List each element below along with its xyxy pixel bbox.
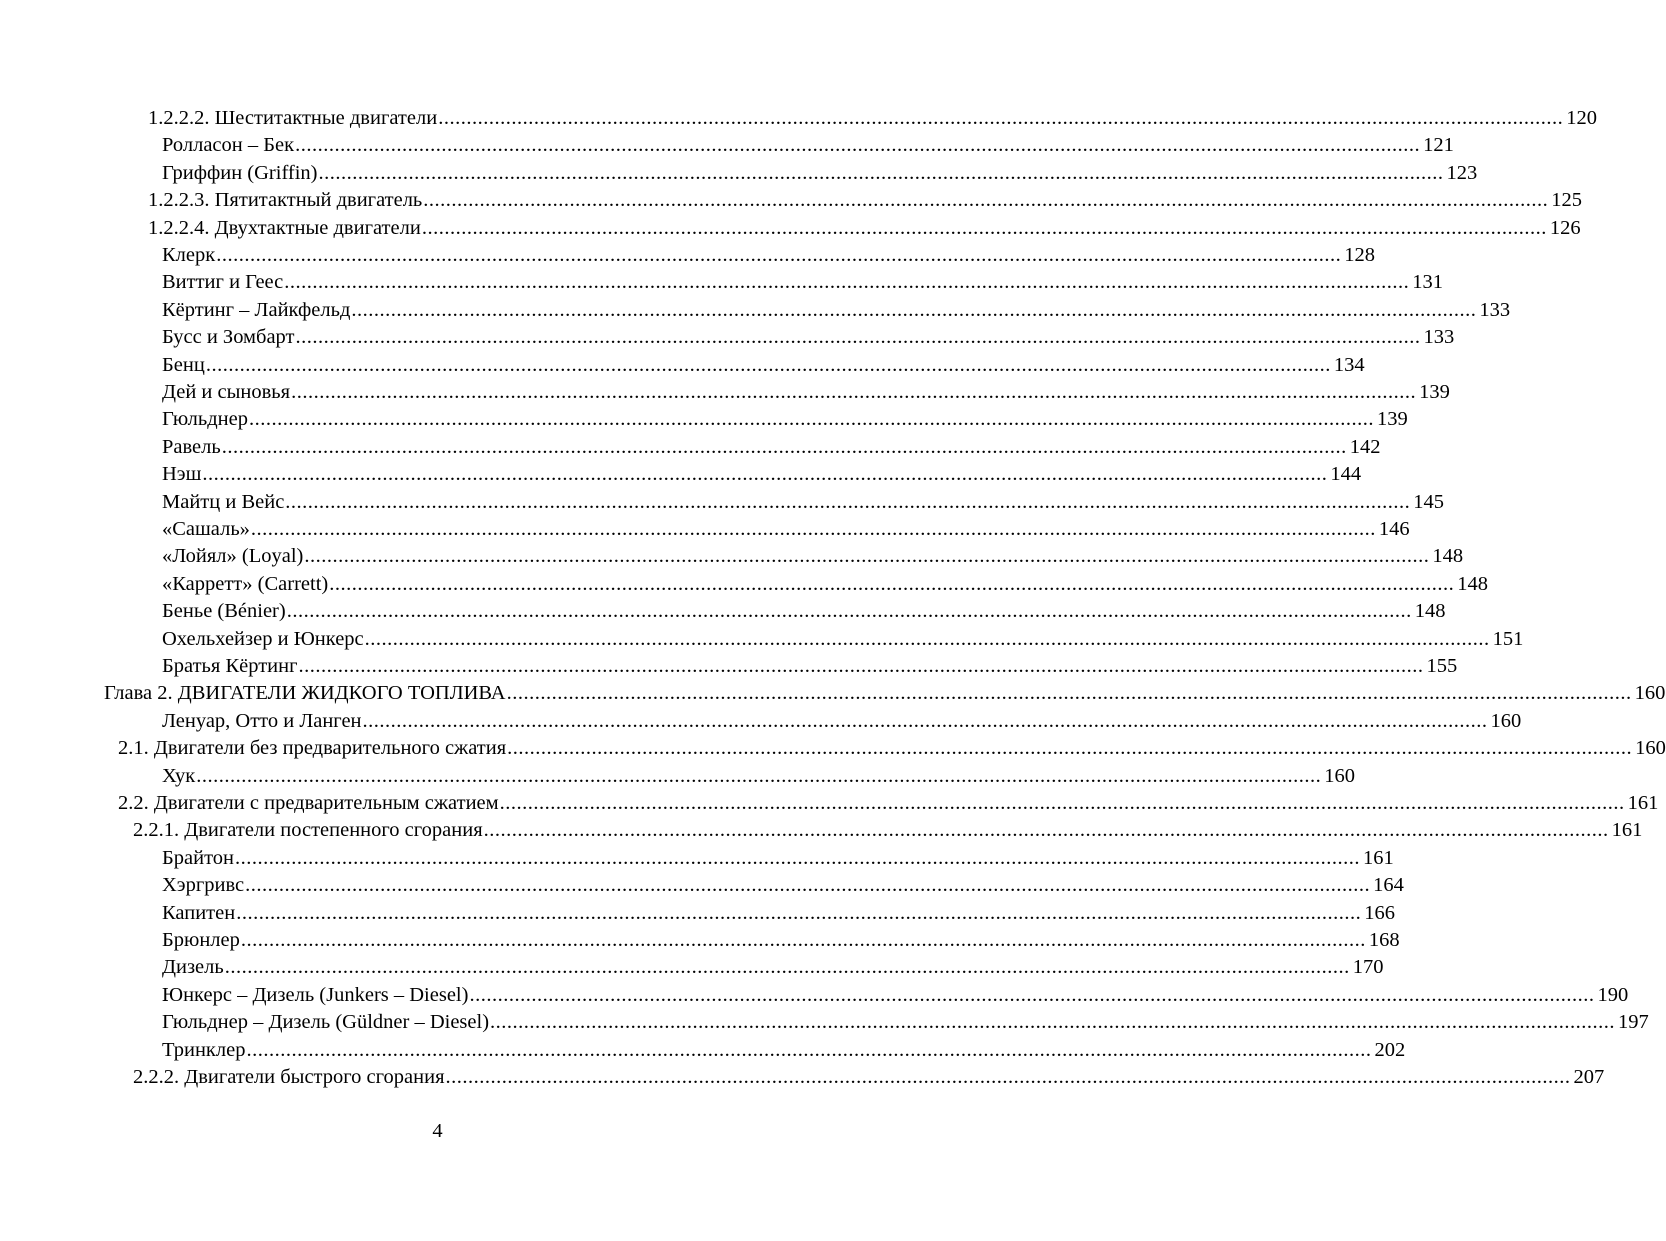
toc-entry[interactable]	[162, 406, 1408, 433]
toc-dot-leader: ........................................................................................................................................................................................................	[304, 545, 1430, 568]
toc-entry[interactable]	[162, 489, 1445, 516]
toc-entry-title: Хэргривс	[162, 874, 245, 897]
toc-entry[interactable]	[162, 297, 1511, 324]
toc-entry[interactable]	[133, 817, 1643, 844]
toc-entry-page: 148	[1432, 545, 1464, 568]
toc-dot-leader: ........................................................................................................................................................................................................	[469, 983, 1595, 1006]
toc-entry[interactable]	[162, 626, 1524, 653]
toc-dot-leader: ........................................................................................................................................................................................................	[284, 271, 1410, 294]
toc-entry-page: 160	[1634, 682, 1666, 705]
toc-entry-page: 197	[1618, 1011, 1649, 1034]
toc-entry-page: 160	[1635, 737, 1666, 760]
toc-entry[interactable]	[162, 653, 1458, 680]
toc-dot-leader: ........................................................................................................................................................................................................	[235, 846, 1361, 869]
toc-entry-page: 139	[1376, 408, 1408, 431]
toc-entry-title: «Карретт» (Carrett)	[162, 572, 329, 595]
toc-entry-title: Бенц	[162, 353, 205, 376]
toc-dot-leader: ........................................................................................................................................................................................................	[245, 874, 1371, 897]
toc-dot-leader: ........................................................................................................................................................................................................	[285, 490, 1411, 513]
toc-entry-title: Ленуар, Отто и Ланген	[162, 709, 362, 732]
toc-dot-leader: ........................................................................................................................................................................................................	[196, 764, 1322, 787]
toc-entry[interactable]	[162, 1009, 1649, 1036]
toc-entry[interactable]	[133, 1064, 1605, 1091]
toc-entry-title: Дей и сыновья	[162, 381, 291, 403]
toc-entry[interactable]	[162, 763, 1355, 790]
toc-entry[interactable]	[148, 187, 1583, 214]
toc-entry-page: 145	[1413, 490, 1445, 513]
page-number: 4	[432, 1120, 443, 1142]
toc-entry[interactable]	[162, 900, 1395, 927]
toc-entry-page: 125	[1551, 189, 1583, 212]
toc-entry-page: 148	[1414, 600, 1446, 623]
toc-entry-page: 133	[1479, 298, 1511, 321]
toc-entry[interactable]	[162, 461, 1362, 488]
toc-entry-title: Гриффин (Griffin)	[162, 161, 318, 184]
toc-entry-page: 161	[1363, 846, 1394, 869]
toc-entry-page: 161	[1627, 792, 1659, 814]
toc-entry[interactable]	[104, 680, 1666, 707]
toc-entry-page: 160	[1490, 709, 1522, 732]
toc-entry-page: 160	[1324, 764, 1355, 787]
toc-entry[interactable]	[162, 269, 1444, 296]
toc-entry-title: Тринклер	[162, 1038, 246, 1061]
toc-entry-page: 168	[1368, 929, 1400, 951]
toc-dot-leader: ........................................................................................................................................................................................................	[202, 463, 1328, 486]
toc-entry-page: 120	[1566, 107, 1597, 129]
toc-entry-title: 1.2.2.2. Шеститактные двигатели	[148, 107, 438, 129]
toc-entry[interactable]	[148, 215, 1581, 242]
toc-entry-page: 144	[1330, 463, 1362, 486]
toc-entry-title: Брюнлер	[162, 929, 240, 951]
toc-entry-title: Юнкерс – Дизель (Junkers – Diesel)	[162, 983, 469, 1006]
toc-dot-leader: ........................................................................................................................................................................................................	[445, 1066, 1571, 1088]
toc-entry-page: 207	[1573, 1066, 1605, 1088]
toc-entry[interactable]	[162, 982, 1629, 1009]
toc-entry-title: Гюльднер – Дизель (Güldner – Diesel)	[162, 1011, 490, 1034]
toc-entry-page: 148	[1457, 572, 1488, 595]
toc-entry-title: Гюльднер	[162, 408, 248, 431]
toc-entry-title: Капитен	[162, 901, 236, 924]
toc-entry-title: Брайтон	[162, 846, 235, 869]
toc-entry-title: «Сашаль»	[162, 518, 250, 540]
toc-entry-page: 151	[1492, 627, 1524, 650]
toc-entry[interactable]	[162, 845, 1394, 872]
toc-entry-title: Глава 2. ДВИГАТЕЛИ ЖИДКОГО ТОПЛИВА	[104, 682, 506, 705]
toc-entry-title: 1.2.2.3. Пятитактный двигатель	[148, 189, 423, 212]
toc-entry[interactable]	[162, 543, 1464, 570]
toc-entry[interactable]	[162, 516, 1410, 543]
toc-entry-title: 2.2. Двигатели с предварительным сжатием	[118, 792, 499, 814]
toc-entry-title: 2.2.1. Двигатели постепенного сгорания	[133, 819, 483, 842]
toc-entry-page: 190	[1597, 983, 1629, 1006]
toc-dot-leader: ........................................................................................................................................................................................................	[286, 600, 1412, 623]
toc-dot-leader: ........................................................................................................................................................................................................	[351, 298, 1477, 321]
toc-entry-title: Бенье (Bénier)	[162, 600, 286, 623]
toc-dot-leader: ........................................................................................................................................................................................................	[507, 737, 1633, 760]
toc-dot-leader: ........................................................................................................................................................................................................	[240, 929, 1366, 951]
toc-dot-leader: ........................................................................................................................................................................................................	[295, 326, 1421, 349]
toc-entry-page: 166	[1364, 901, 1395, 924]
toc-dot-leader: ........................................................................................................................................................................................................	[421, 216, 1547, 239]
toc-entry-title: Равель	[162, 435, 221, 458]
toc-entry-page: 139	[1419, 381, 1450, 403]
toc-entry[interactable]	[162, 598, 1446, 625]
toc-entry-page: 146	[1378, 518, 1410, 540]
toc-entry-page: 126	[1549, 216, 1581, 239]
toc-dot-leader: ........................................................................................................................................................................................................	[221, 435, 1347, 458]
toc-dot-leader: ........................................................................................................................................................................................................	[216, 244, 1342, 266]
toc-entry-page: 128	[1344, 244, 1375, 266]
toc-dot-leader: ........................................................................................................................................................................................................	[250, 518, 1376, 540]
toc-entry[interactable]	[162, 434, 1381, 461]
toc-entry[interactable]	[148, 105, 1597, 132]
toc-entry[interactable]	[162, 324, 1455, 351]
toc-dot-leader: ........................................................................................................................................................................................................	[248, 408, 1374, 431]
toc-entry[interactable]	[162, 160, 1478, 187]
toc-entry-page: 202	[1374, 1038, 1406, 1061]
toc-entry[interactable]	[162, 872, 1404, 899]
toc-dot-leader: ........................................................................................................................................................................................................	[329, 572, 1455, 595]
toc-dot-leader: ........................................................................................................................................................................................................	[499, 792, 1625, 814]
toc-entry[interactable]	[162, 1037, 1406, 1064]
toc-entry-page: 133	[1423, 326, 1455, 349]
toc-entry-page: 164	[1373, 874, 1404, 897]
toc-entry-title: Ролласон – Бек	[162, 134, 295, 157]
toc-dot-leader: ........................................................................................................................................................................................................	[224, 956, 1350, 979]
toc-entry-title: Охельхейзер и Юнкерс	[162, 627, 364, 650]
toc-dot-leader: ........................................................................................................................................................................................................	[483, 819, 1609, 842]
toc-entry-title: Майтц и Вейс	[162, 490, 285, 513]
toc-entry-page: 131	[1412, 271, 1444, 294]
toc-entry-page: 134	[1333, 353, 1365, 376]
toc-dot-leader: ........................................................................................................................................................................................................	[298, 655, 1424, 677]
toc-entry[interactable]	[162, 132, 1454, 159]
toc-entry-title: Нэш	[162, 463, 202, 486]
toc-dot-leader: ........................................................................................................................................................................................................	[506, 682, 1632, 705]
toc-entry-page: 155	[1426, 655, 1458, 677]
toc-entry[interactable]	[162, 379, 1450, 406]
toc-entry[interactable]	[162, 571, 1488, 598]
toc-entry-title: Дизель	[162, 956, 224, 979]
toc-entry-title: Хук	[162, 764, 196, 787]
toc-entry-page: 161	[1611, 819, 1643, 842]
toc-entry-title: 1.2.2.4. Двухтактные двигатели	[148, 216, 421, 239]
toc-dot-leader: ........................................................................................................................................................................................................	[490, 1011, 1616, 1034]
toc-entry[interactable]	[162, 352, 1365, 379]
toc-entry-title: Бусс и Зомбарт	[162, 326, 295, 349]
toc-entry-page: 170	[1352, 956, 1384, 979]
toc-dot-leader: ........................................................................................................................................................................................................	[291, 381, 1417, 403]
toc-dot-leader: ........................................................................................................................................................................................................	[423, 189, 1549, 212]
toc-entry-title: Братья Кёртинг	[162, 655, 298, 677]
toc-entry-page: 121	[1423, 134, 1454, 157]
toc-entry-title: Виттиг и Геес	[162, 271, 284, 294]
toc-entry[interactable]	[118, 790, 1659, 817]
toc-dot-leader: ........................................................................................................................................................................................................	[438, 107, 1564, 129]
toc-entry-title: «Лойял» (Loyal)	[162, 545, 304, 568]
toc-dot-leader: ........................................................................................................................................................................................................	[295, 134, 1421, 157]
toc-dot-leader: ........................................................................................................................................................................................................	[246, 1038, 1372, 1061]
toc-dot-leader: ........................................................................................................................................................................................................	[318, 161, 1444, 184]
toc-entry[interactable]	[162, 242, 1375, 269]
toc-dot-leader: ........................................................................................................................................................................................................	[236, 901, 1362, 924]
toc-entry-title: Клерк	[162, 244, 216, 266]
toc-entry-title: Кёртинг – Лайкфельд	[162, 298, 351, 321]
toc-dot-leader: ........................................................................................................................................................................................................	[364, 627, 1490, 650]
toc-entry-title: 2.1. Двигатели без предварительного сжатия	[118, 737, 507, 760]
toc-entry[interactable]	[162, 927, 1400, 954]
toc-dot-leader: ........................................................................................................................................................................................................	[205, 353, 1331, 376]
toc-entry-page: 123	[1446, 161, 1478, 184]
toc-entry[interactable]	[118, 735, 1666, 762]
toc-dot-leader: ........................................................................................................................................................................................................	[362, 709, 1488, 732]
toc-entry-page: 142	[1349, 435, 1381, 458]
toc-entry-title: 2.2.2. Двигатели быстрого сгорания	[133, 1066, 445, 1088]
toc-entry[interactable]	[162, 708, 1522, 735]
toc-entry[interactable]	[162, 954, 1384, 981]
